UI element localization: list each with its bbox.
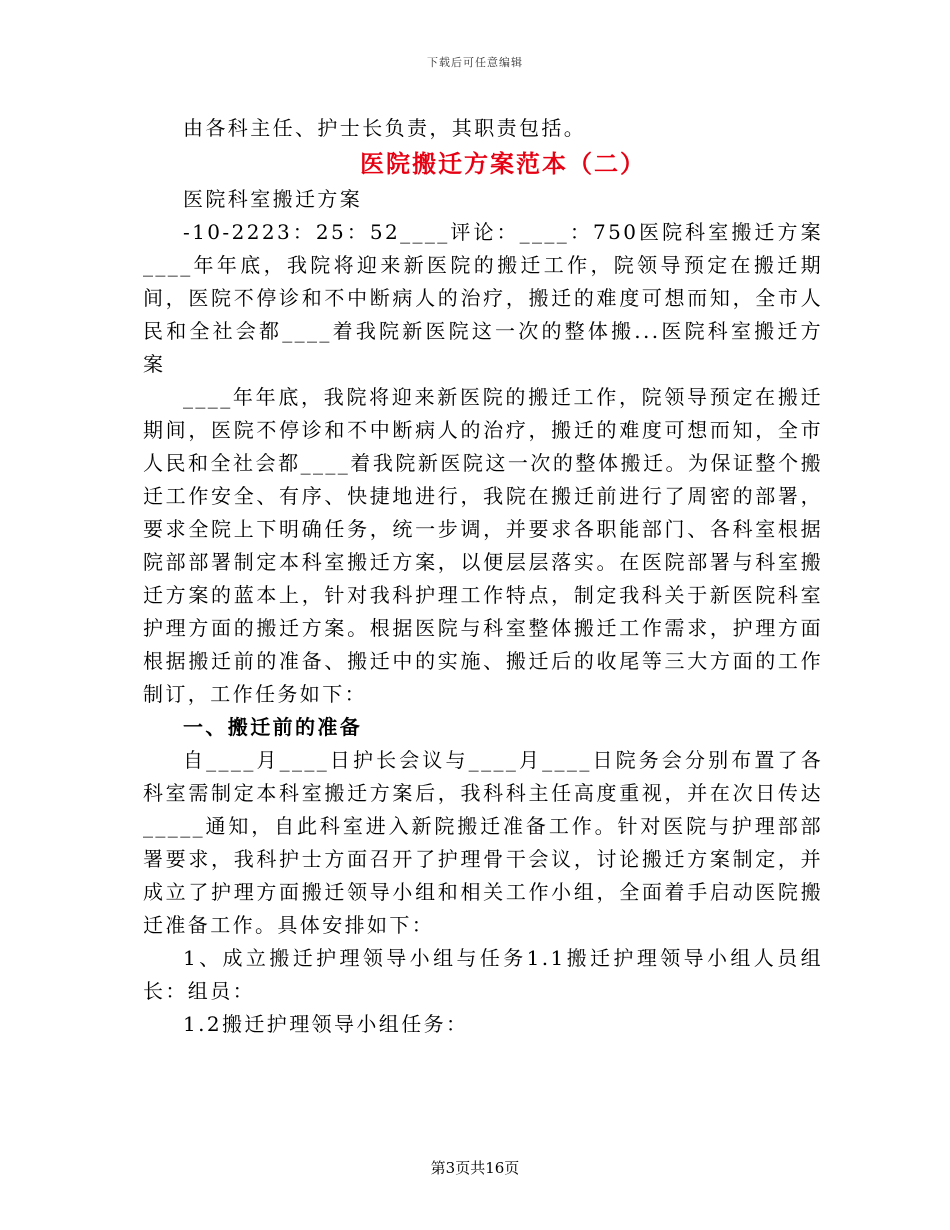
document-body <box>143 112 823 1041</box>
paragraph-overview: ____年年底，我院将迎来新医院的搬迁工作，院领导预定在搬迁期间，医院不停诊和不中断病人的治疗，搬迁的难度可想而知，全市人民和全社会都____着我院新医院这一次的整体搬迁。为保证整个搬迁工作安全、有序、快捷地进行，我院在搬迁前进行了周密的部署，要求全院上下明确任务，统一步调，并要求各职能部门、各科室根据院部部署制定本科室搬迁方案，以便层层落实。在医院部署与科室搬迁方案的蓝本上，针对我科护理工作特点，制定我科关于新医院科室护理方面的搬迁方案。根据医院与科室整体搬迁工作需求，护理方面根据搬迁前的准备、搬迁中的实施、搬迁后的收尾等三大方面的工作制订，工作任务如下： <box>143 385 823 706</box>
paragraph-leadership-group: 1、成立搬迁护理领导小组与任务1.1搬迁护理领导小组人员组长：组员： <box>143 946 823 1003</box>
paragraph-leadership-tasks: 1.2搬迁护理领导小组任务： <box>183 1012 469 1036</box>
document-title: 医院搬迁方案范本（二） <box>360 149 646 178</box>
paragraph-meta: -10-2223：25：52____评论：____：750医院科室搬迁方案____年年底，我院将迎来新医院的搬迁工作，院领导预定在搬迁期间，医院不停诊和不中断病人的治疗，搬迁的难度可想而知，全市人民和全社会都____着我院新医院这一次的整体搬...医院科室搬迁方案 <box>143 220 823 376</box>
intro-line: 由各科主任、护士长负责，其职责包括。 <box>183 116 587 140</box>
paragraph-preparation: 自____月____日护长会议与____月____日院务会分别布置了各科室需制定本科室搬迁方案后，我科科主任高度重视，并在次日传达_____通知，自此科室进入新院搬迁准备工作。针对医院与护理部部署要求，我科护士方面召开了护理骨干会议，讨论搬迁方案制定，并成立了护理方面搬迁领导小组和相关工作小组，全面着手启动医院搬迁准备工作。具体安排如下： <box>143 748 823 937</box>
page-number: 第3页共16页 <box>430 1159 520 1177</box>
page-header-note: 下载后可任意编辑 <box>427 56 523 69</box>
section-heading-preparation: 一、搬迁前的准备 <box>183 715 363 739</box>
document-subtitle: 医院科室搬迁方案 <box>183 187 363 211</box>
